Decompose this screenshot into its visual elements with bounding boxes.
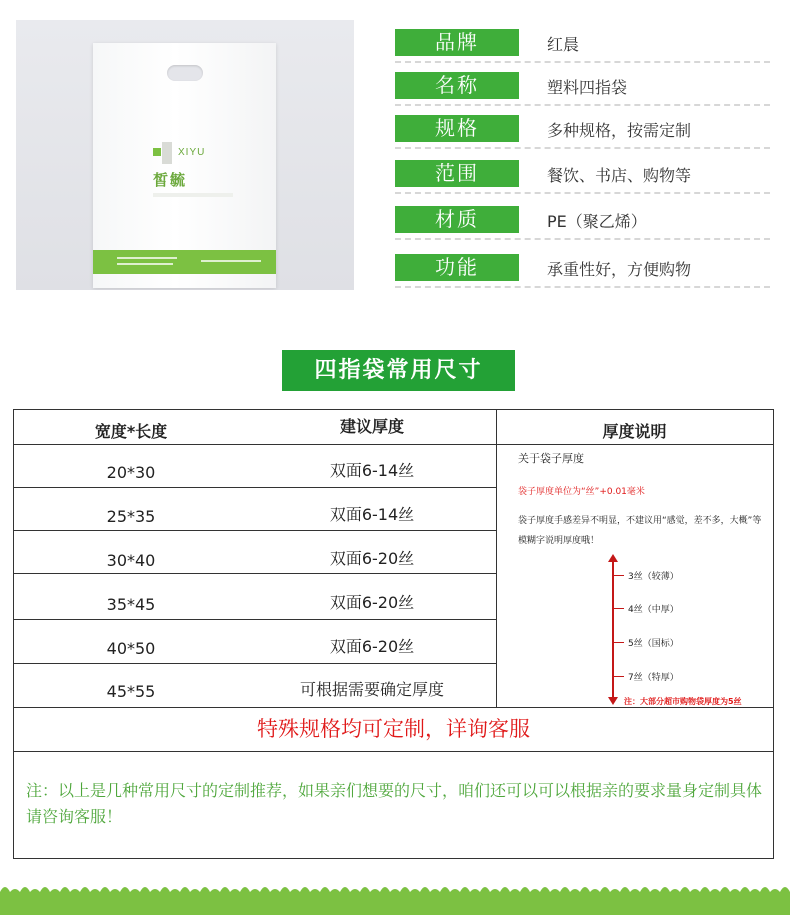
header-size: 宽度*长度 bbox=[94, 422, 168, 441]
bag-logo-icon bbox=[153, 142, 175, 164]
spec-row-scope bbox=[395, 160, 770, 194]
plastic-bag-image bbox=[93, 43, 276, 288]
spec-label: 材质 bbox=[395, 206, 519, 233]
spec-row-size bbox=[395, 115, 770, 149]
footer-note: 注：以上是几种常用尺寸的定制推荐，如果亲们想要的尺寸，咱们还可以可以根据亲的要求量身定制具体请咨询客服！ bbox=[26, 781, 763, 826]
table-cell-size: 30*40 bbox=[106, 551, 156, 570]
bag-slogan-line bbox=[153, 193, 233, 197]
header-explain: 厚度说明 bbox=[602, 422, 667, 441]
table-cell-thickness: 双面6-14丝 bbox=[329, 461, 415, 480]
arrow-down-icon bbox=[608, 697, 618, 705]
table-cell-thickness: 双面6-20丝 bbox=[329, 637, 415, 656]
section-title: 四指袋常用尺寸 bbox=[282, 350, 515, 391]
product-photo bbox=[16, 20, 354, 290]
spec-value: 承重性好，方便购物 bbox=[547, 260, 692, 279]
custom-order-text: 特殊规格均可定制，详询客服 bbox=[257, 717, 530, 741]
spec-value: PE（聚乙烯） bbox=[547, 212, 647, 231]
table-cell-size: 40*50 bbox=[106, 639, 156, 658]
scale-note: 注：大部分超市购物袋厚度为5丝 bbox=[624, 697, 742, 706]
spec-row-brand bbox=[395, 29, 770, 63]
table-cell-size: 25*35 bbox=[106, 507, 156, 526]
thickness-unit-note: 袋子厚度单位为“丝”+0.01毫米 bbox=[518, 487, 645, 497]
bag-brand-en: XIYU bbox=[178, 147, 206, 158]
spec-label: 规格 bbox=[395, 115, 519, 142]
table-cell-thickness: 双面6-20丝 bbox=[329, 549, 415, 568]
bag-brand-cn: 皙毓 bbox=[153, 171, 188, 189]
spec-row-function bbox=[395, 254, 770, 288]
spec-row-name bbox=[395, 72, 770, 106]
table-cell-size: 35*45 bbox=[106, 595, 156, 614]
scale-label: 3丝（较薄） bbox=[628, 572, 679, 582]
spec-label: 品牌 bbox=[395, 29, 519, 56]
grass-decoration bbox=[0, 880, 790, 915]
spec-row-material bbox=[395, 206, 770, 240]
bag-handle-hole bbox=[167, 65, 203, 81]
thickness-scale-line bbox=[612, 560, 614, 699]
spec-label: 名称 bbox=[395, 72, 519, 99]
bag-green-band bbox=[93, 250, 276, 274]
table-cell-size: 45*55 bbox=[106, 682, 156, 701]
spec-value: 塑料四指袋 bbox=[547, 78, 628, 97]
table-cell-size: 20*30 bbox=[106, 463, 156, 482]
scale-label: 5丝（国标） bbox=[628, 639, 679, 649]
spec-label: 范围 bbox=[395, 160, 519, 187]
table-cell-thickness: 可根据需要确定厚度 bbox=[299, 680, 444, 699]
spec-label: 功能 bbox=[395, 254, 519, 281]
table-cell-thickness: 双面6-14丝 bbox=[329, 505, 415, 524]
spec-value: 餐饮、书店、购物等 bbox=[547, 166, 692, 185]
size-table bbox=[13, 409, 774, 859]
thickness-advice: 袋子厚度手感差异不明显，不建议用“感觉，差不多，大概”等模糊字说明厚度哦！ bbox=[518, 516, 762, 546]
table-cell-thickness: 双面6-20丝 bbox=[329, 593, 415, 612]
spec-value: 红晨 bbox=[547, 35, 580, 54]
header-thickness: 建议厚度 bbox=[339, 417, 404, 436]
scale-label: 7丝（特厚） bbox=[628, 673, 679, 683]
scale-label: 4丝（中厚） bbox=[628, 605, 679, 615]
thickness-note-title: 关于袋子厚度 bbox=[518, 452, 584, 465]
spec-value: 多种规格，按需定制 bbox=[547, 121, 692, 140]
